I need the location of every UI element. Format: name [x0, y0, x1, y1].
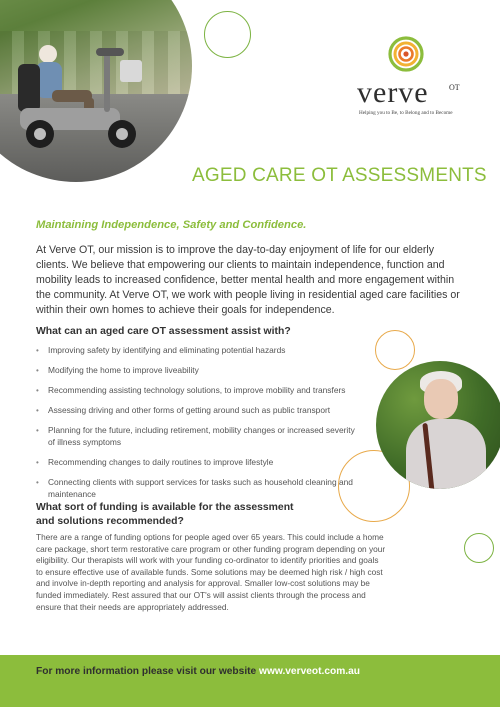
- elderly-photo-body: [406, 419, 486, 489]
- footer-lead: For more information please visit our website: [36, 666, 260, 677]
- page-title: AGED CARE OT ASSESSMENTS: [192, 165, 487, 186]
- decorative-ring-top: [204, 11, 251, 58]
- assist-heading: What can an aged care OT assessment assist with?: [36, 326, 291, 337]
- logo-ot-mark: OT: [449, 83, 460, 92]
- assist-list-item: • Connecting clients with support services for tasks such as household cleaning and maintenance: [36, 477, 356, 500]
- scooter-illustration: [0, 0, 180, 160]
- logo-tagline: Helping you to Be, to Belong and to Become: [359, 110, 453, 116]
- assist-list-item: • Modifying the home to improve liveability: [36, 365, 356, 377]
- assist-list: [36, 345, 356, 509]
- funding-heading: What sort of funding is available for the assessment and solutions recommended?: [36, 502, 294, 527]
- elderly-woman-photo: [376, 361, 500, 489]
- elderly-photo-face: [424, 379, 458, 419]
- website-link[interactable]: www.verveot.com.au: [259, 666, 361, 677]
- assist-list-item: • Recommending changes to daily routines to improve lifestyle: [36, 457, 356, 469]
- assist-list-item: • Recommending assisting technology solutions, to improve mobility and transfers: [36, 385, 356, 397]
- assist-list-item: • Assessing driving and other forms of getting around such as public transport: [36, 405, 356, 417]
- logo-brand-text: verve: [357, 76, 429, 109]
- decorative-ring-bottom-right: [464, 533, 494, 563]
- verve-logo-icon: [388, 36, 424, 72]
- hero-photo-mobility-scooter: [0, 0, 192, 182]
- subheading: Maintaining Independence, Safety and Confidence.: [36, 219, 307, 231]
- intro-paragraph: At Verve OT, our mission is to improve the day-to-day enjoyment of life for our elderly clients. We believe that empowering our clients to maintain independence, function and mobility leads to increased confidence, better mental health and more engagement within the community. At Verve OT, we work with people living in residential aged care facilities or within their own homes to achieve their goals for independence.: [36, 244, 460, 316]
- footer-bar: [0, 655, 500, 707]
- funding-paragraph: There are a range of funding options for people aged over 65 years. This could include a home care package, short term restorative care program or other funding program depending on your eligibility. Our therapists will work with your funding co-ordinator to identify priorities and goals to ensure effective use of available funds. Some solutions may be deemed high risk / high cost and involve in-depth reporting and analysis for approval. Smaller low-cost solutions may be funded immediately. Rest assured that our OT's will assist clients through the process and ensure that their needs are appropriately addressed.: [36, 532, 386, 612]
- assist-list-item: • Planning for the future, including retirement, mobility changes or increased severity of illness symptoms: [36, 425, 356, 448]
- footer-text: [36, 666, 360, 677]
- assist-list-item: • Improving safety by identifying and eliminating potential hazards: [36, 345, 356, 357]
